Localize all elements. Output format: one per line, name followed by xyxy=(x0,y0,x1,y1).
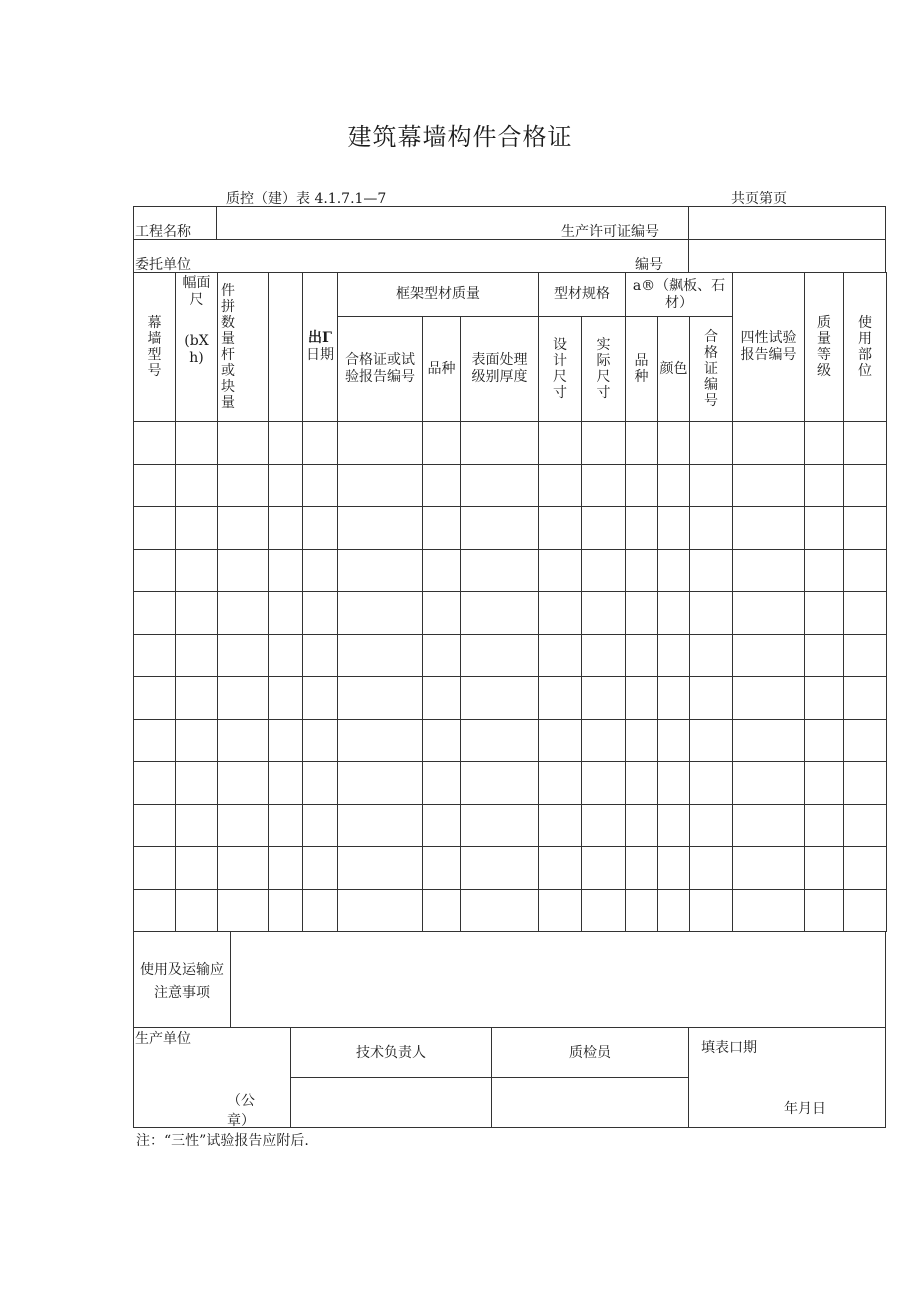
table-cell[interactable] xyxy=(461,889,539,932)
table-row xyxy=(134,804,887,847)
table-cell[interactable] xyxy=(805,719,844,762)
table-cell[interactable] xyxy=(733,804,805,847)
table-cell[interactable] xyxy=(844,464,887,507)
table-cell[interactable] xyxy=(303,889,338,932)
table-cell[interactable] xyxy=(423,464,461,507)
table-cell[interactable] xyxy=(582,804,626,847)
table-cell[interactable] xyxy=(844,847,887,890)
header-panel-cert: 合格证编号 xyxy=(690,317,733,422)
table-row xyxy=(134,634,887,677)
table-cell[interactable] xyxy=(844,804,887,847)
table-cell[interactable] xyxy=(805,804,844,847)
table-cell[interactable] xyxy=(539,889,582,932)
table-cell[interactable] xyxy=(303,464,338,507)
table-cell[interactable] xyxy=(338,592,423,635)
table-cell[interactable] xyxy=(134,507,176,550)
table-cell[interactable] xyxy=(269,549,303,592)
table-cell[interactable] xyxy=(338,804,423,847)
header-actual-size: 实际尺寸 xyxy=(582,317,626,422)
table-cell[interactable] xyxy=(461,592,539,635)
page-info: 共页第页 xyxy=(731,191,787,207)
table-cell[interactable] xyxy=(303,507,338,550)
table-cell[interactable] xyxy=(582,549,626,592)
table-cell[interactable] xyxy=(269,762,303,805)
table-cell[interactable] xyxy=(844,889,887,932)
table-cell[interactable] xyxy=(539,549,582,592)
table-cell[interactable] xyxy=(658,762,690,805)
table-row xyxy=(134,464,887,507)
license-no-label: 生产许可证编号 xyxy=(561,224,659,240)
table-cell[interactable] xyxy=(303,804,338,847)
table-cell[interactable] xyxy=(626,847,658,890)
table-row xyxy=(134,762,887,805)
table-cell[interactable] xyxy=(218,592,269,635)
table-cell[interactable] xyxy=(176,592,218,635)
table-cell[interactable] xyxy=(338,422,423,465)
table-cell[interactable] xyxy=(844,507,887,550)
header-size-line2: (bX h) xyxy=(184,333,209,366)
table-cell[interactable] xyxy=(844,422,887,465)
table-cell[interactable] xyxy=(690,889,733,932)
table-cell[interactable] xyxy=(423,549,461,592)
inspector-label: 质检员 xyxy=(569,1045,611,1061)
table-cell[interactable] xyxy=(423,507,461,550)
table-cell[interactable] xyxy=(423,804,461,847)
table-cell[interactable] xyxy=(269,889,303,932)
table-cell[interactable] xyxy=(805,847,844,890)
table-cell[interactable] xyxy=(176,719,218,762)
table-cell[interactable] xyxy=(134,634,176,677)
table-cell[interactable] xyxy=(844,592,887,635)
header-use-location: 使用部位 xyxy=(844,273,887,422)
table-cell[interactable] xyxy=(658,804,690,847)
table-cell[interactable] xyxy=(269,804,303,847)
header-design-size: 设计尺寸 xyxy=(539,317,582,422)
table-cell[interactable] xyxy=(626,677,658,720)
table-cell[interactable] xyxy=(539,422,582,465)
table-cell[interactable] xyxy=(461,804,539,847)
header-factory-date-line1: 出Γ xyxy=(308,330,332,346)
table-cell[interactable] xyxy=(461,464,539,507)
table-cell[interactable] xyxy=(338,677,423,720)
table-cell[interactable] xyxy=(690,549,733,592)
table-cell[interactable] xyxy=(269,677,303,720)
table-cell[interactable] xyxy=(805,762,844,805)
serial-no-label: 编号 xyxy=(635,257,663,273)
table-cell[interactable] xyxy=(626,464,658,507)
table-cell[interactable] xyxy=(461,422,539,465)
table-cell[interactable] xyxy=(582,719,626,762)
table-cell[interactable] xyxy=(658,507,690,550)
table-cell[interactable] xyxy=(423,719,461,762)
table-cell[interactable] xyxy=(539,719,582,762)
table-cell[interactable] xyxy=(844,634,887,677)
table-cell[interactable] xyxy=(303,719,338,762)
table-cell[interactable] xyxy=(658,634,690,677)
table-cell[interactable] xyxy=(733,634,805,677)
table-cell[interactable] xyxy=(269,719,303,762)
table-cell[interactable] xyxy=(134,677,176,720)
table-cell[interactable] xyxy=(176,634,218,677)
table-cell[interactable] xyxy=(218,507,269,550)
table-cell[interactable] xyxy=(658,592,690,635)
table-cell[interactable] xyxy=(303,762,338,805)
table-cell[interactable] xyxy=(690,592,733,635)
table-row xyxy=(134,507,887,550)
table-cell[interactable] xyxy=(338,847,423,890)
table-cell[interactable] xyxy=(582,634,626,677)
tech-lead-label: 技术负责人 xyxy=(356,1045,426,1061)
table-cell[interactable] xyxy=(338,507,423,550)
table-row xyxy=(134,549,887,592)
table-cell[interactable] xyxy=(658,422,690,465)
table-cell[interactable] xyxy=(303,549,338,592)
table-cell[interactable] xyxy=(539,762,582,805)
table-cell[interactable] xyxy=(539,507,582,550)
header-blank xyxy=(269,273,303,422)
table-cell[interactable] xyxy=(134,804,176,847)
table-cell[interactable] xyxy=(303,847,338,890)
table-cell[interactable] xyxy=(626,762,658,805)
table-cell[interactable] xyxy=(626,507,658,550)
table-cell[interactable] xyxy=(539,677,582,720)
header-variety: 品种 xyxy=(423,317,461,422)
notes-field[interactable] xyxy=(231,932,885,1027)
table-cell[interactable] xyxy=(626,804,658,847)
table-cell[interactable] xyxy=(134,549,176,592)
table-cell[interactable] xyxy=(658,464,690,507)
table-cell[interactable] xyxy=(134,464,176,507)
table-cell[interactable] xyxy=(582,762,626,805)
seal-label: （公章） xyxy=(227,1093,255,1129)
table-cell[interactable] xyxy=(218,804,269,847)
table-cell[interactable] xyxy=(844,719,887,762)
table-cell[interactable] xyxy=(338,549,423,592)
table-cell[interactable] xyxy=(218,719,269,762)
table-cell[interactable] xyxy=(539,464,582,507)
serial-no-field[interactable] xyxy=(689,240,885,272)
table-cell[interactable] xyxy=(176,889,218,932)
table-cell[interactable] xyxy=(338,464,423,507)
table-cell[interactable] xyxy=(269,634,303,677)
table-cell[interactable] xyxy=(539,592,582,635)
table-cell[interactable] xyxy=(582,847,626,890)
table-cell[interactable] xyxy=(626,889,658,932)
header-cert-report: 合格证或试验报告编号 xyxy=(338,317,423,422)
table-cell[interactable] xyxy=(582,507,626,550)
table-cell[interactable] xyxy=(805,889,844,932)
table-cell[interactable] xyxy=(690,719,733,762)
table-cell[interactable] xyxy=(582,592,626,635)
table-cell[interactable] xyxy=(218,847,269,890)
components-table xyxy=(133,272,887,932)
table-row xyxy=(134,422,887,465)
table-cell[interactable] xyxy=(461,762,539,805)
header-size xyxy=(176,273,218,422)
table-cell[interactable] xyxy=(269,422,303,465)
table-cell[interactable] xyxy=(423,677,461,720)
table-cell[interactable] xyxy=(218,634,269,677)
table-cell[interactable] xyxy=(269,464,303,507)
table-cell[interactable] xyxy=(539,634,582,677)
table-row xyxy=(134,847,887,890)
table-cell[interactable] xyxy=(423,422,461,465)
table-cell[interactable] xyxy=(626,422,658,465)
table-cell[interactable] xyxy=(805,634,844,677)
header-type: 幕墙型号 xyxy=(134,273,176,422)
table-cell[interactable] xyxy=(733,762,805,805)
table-cell[interactable] xyxy=(423,762,461,805)
table-cell[interactable] xyxy=(134,889,176,932)
table-cell[interactable] xyxy=(805,507,844,550)
form-code: 质控（建）表 4.1.7.1—7 xyxy=(226,191,387,207)
inspector-signature-field[interactable] xyxy=(492,1078,687,1127)
table-cell[interactable] xyxy=(176,422,218,465)
table-cell[interactable] xyxy=(539,804,582,847)
table-cell[interactable] xyxy=(658,889,690,932)
table-cell[interactable] xyxy=(134,422,176,465)
table-cell[interactable] xyxy=(423,889,461,932)
table-cell[interactable] xyxy=(582,677,626,720)
header-panel-variety: 品种 xyxy=(626,317,658,422)
table-cell[interactable] xyxy=(733,464,805,507)
table-cell[interactable] xyxy=(733,677,805,720)
table-cell[interactable] xyxy=(844,677,887,720)
table-cell[interactable] xyxy=(733,889,805,932)
table-cell[interactable] xyxy=(844,549,887,592)
table-cell[interactable] xyxy=(134,847,176,890)
client-label: 委托单位 xyxy=(135,257,191,273)
table-cell[interactable] xyxy=(218,549,269,592)
table-row xyxy=(134,889,887,932)
table-cell[interactable] xyxy=(461,847,539,890)
table-cell[interactable] xyxy=(218,422,269,465)
table-cell[interactable] xyxy=(134,719,176,762)
table-cell[interactable] xyxy=(733,507,805,550)
table-cell[interactable] xyxy=(658,719,690,762)
table-cell[interactable] xyxy=(690,507,733,550)
header-factory-date xyxy=(303,273,338,422)
table-cell[interactable] xyxy=(269,592,303,635)
project-name-label: 工程名称 xyxy=(135,224,191,240)
table-cell[interactable] xyxy=(134,592,176,635)
footer-divider xyxy=(688,1027,689,1128)
table-cell[interactable] xyxy=(176,464,218,507)
table-cell[interactable] xyxy=(338,719,423,762)
table-cell[interactable] xyxy=(303,592,338,635)
table-cell[interactable] xyxy=(423,847,461,890)
date-format: 年月日 xyxy=(784,1101,826,1117)
header-panel-group: a®（飙板、石材） xyxy=(626,273,733,317)
header-frame-group: 框架型材质量 xyxy=(338,273,539,317)
table-cell[interactable] xyxy=(658,677,690,720)
table-row xyxy=(134,677,887,720)
table-cell[interactable] xyxy=(626,549,658,592)
table-cell[interactable] xyxy=(690,762,733,805)
license-no-field[interactable] xyxy=(689,207,885,238)
footnote: 注：“三性”试验报告应附后. xyxy=(136,1133,309,1149)
table-cell[interactable] xyxy=(658,549,690,592)
table-cell[interactable] xyxy=(461,549,539,592)
table-cell[interactable] xyxy=(626,592,658,635)
header-profile-group: 型材规格 xyxy=(539,273,626,317)
client-field[interactable] xyxy=(217,240,617,272)
table-cell[interactable] xyxy=(733,719,805,762)
table-cell[interactable] xyxy=(626,719,658,762)
table-cell[interactable] xyxy=(733,549,805,592)
table-cell[interactable] xyxy=(461,677,539,720)
notes-label: 使用及运输应注意事项 xyxy=(140,962,224,1001)
tech-lead-signature-field[interactable] xyxy=(291,1078,490,1127)
table-cell[interactable] xyxy=(218,889,269,932)
table-cell[interactable] xyxy=(690,804,733,847)
header-size-line1: 幅面尺 xyxy=(182,275,211,308)
table-cell[interactable] xyxy=(733,592,805,635)
table-cell[interactable] xyxy=(338,634,423,677)
table-cell[interactable] xyxy=(338,762,423,805)
form-title: 建筑幕墙构件合格证 xyxy=(347,123,573,151)
producer-label: 生产单位 xyxy=(135,1031,191,1047)
table-cell[interactable] xyxy=(303,634,338,677)
table-cell[interactable] xyxy=(805,677,844,720)
table-cell[interactable] xyxy=(844,762,887,805)
table-cell[interactable] xyxy=(582,422,626,465)
table-cell[interactable] xyxy=(176,549,218,592)
table-cell[interactable] xyxy=(269,507,303,550)
header-surface: 表面处理级别厚度 xyxy=(461,317,539,422)
table-cell[interactable] xyxy=(733,422,805,465)
table-cell[interactable] xyxy=(805,549,844,592)
table-cell[interactable] xyxy=(176,847,218,890)
table-cell[interactable] xyxy=(218,762,269,805)
table-row xyxy=(134,719,887,762)
table-cell[interactable] xyxy=(805,592,844,635)
table-cell[interactable] xyxy=(338,889,423,932)
header-panel-color: 颜色 xyxy=(658,317,690,422)
table-cell[interactable] xyxy=(805,422,844,465)
table-cell[interactable] xyxy=(303,677,338,720)
table-cell[interactable] xyxy=(658,847,690,890)
table-cell[interactable] xyxy=(176,762,218,805)
table-cell[interactable] xyxy=(582,889,626,932)
header-count: 件拼数量杆或块量 xyxy=(218,273,269,422)
table-cell[interactable] xyxy=(218,464,269,507)
table-cell[interactable] xyxy=(690,677,733,720)
table-cell[interactable] xyxy=(134,762,176,805)
table-cell[interactable] xyxy=(176,677,218,720)
table-cell[interactable] xyxy=(218,677,269,720)
table-cell[interactable] xyxy=(461,634,539,677)
table-cell[interactable] xyxy=(805,464,844,507)
table-cell[interactable] xyxy=(690,464,733,507)
table-cell[interactable] xyxy=(269,847,303,890)
table-cell[interactable] xyxy=(626,634,658,677)
fill-date-label: 填表口期 xyxy=(701,1040,757,1056)
table-cell[interactable] xyxy=(423,634,461,677)
header-factory-date-line2: 日期 xyxy=(306,347,334,363)
table-cell[interactable] xyxy=(733,847,805,890)
table-cell[interactable] xyxy=(176,804,218,847)
header-four-tests: 四性试验报告编号 xyxy=(733,273,805,422)
table-cell[interactable] xyxy=(539,847,582,890)
table-cell[interactable] xyxy=(461,507,539,550)
table-cell[interactable] xyxy=(690,634,733,677)
table-cell[interactable] xyxy=(303,422,338,465)
table-cell[interactable] xyxy=(176,507,218,550)
table-row xyxy=(134,592,887,635)
table-cell[interactable] xyxy=(423,592,461,635)
table-cell[interactable] xyxy=(690,847,733,890)
table-cell[interactable] xyxy=(461,719,539,762)
table-cell[interactable] xyxy=(582,464,626,507)
header-quality-grade: 质量等级 xyxy=(805,273,844,422)
table-cell[interactable] xyxy=(690,422,733,465)
